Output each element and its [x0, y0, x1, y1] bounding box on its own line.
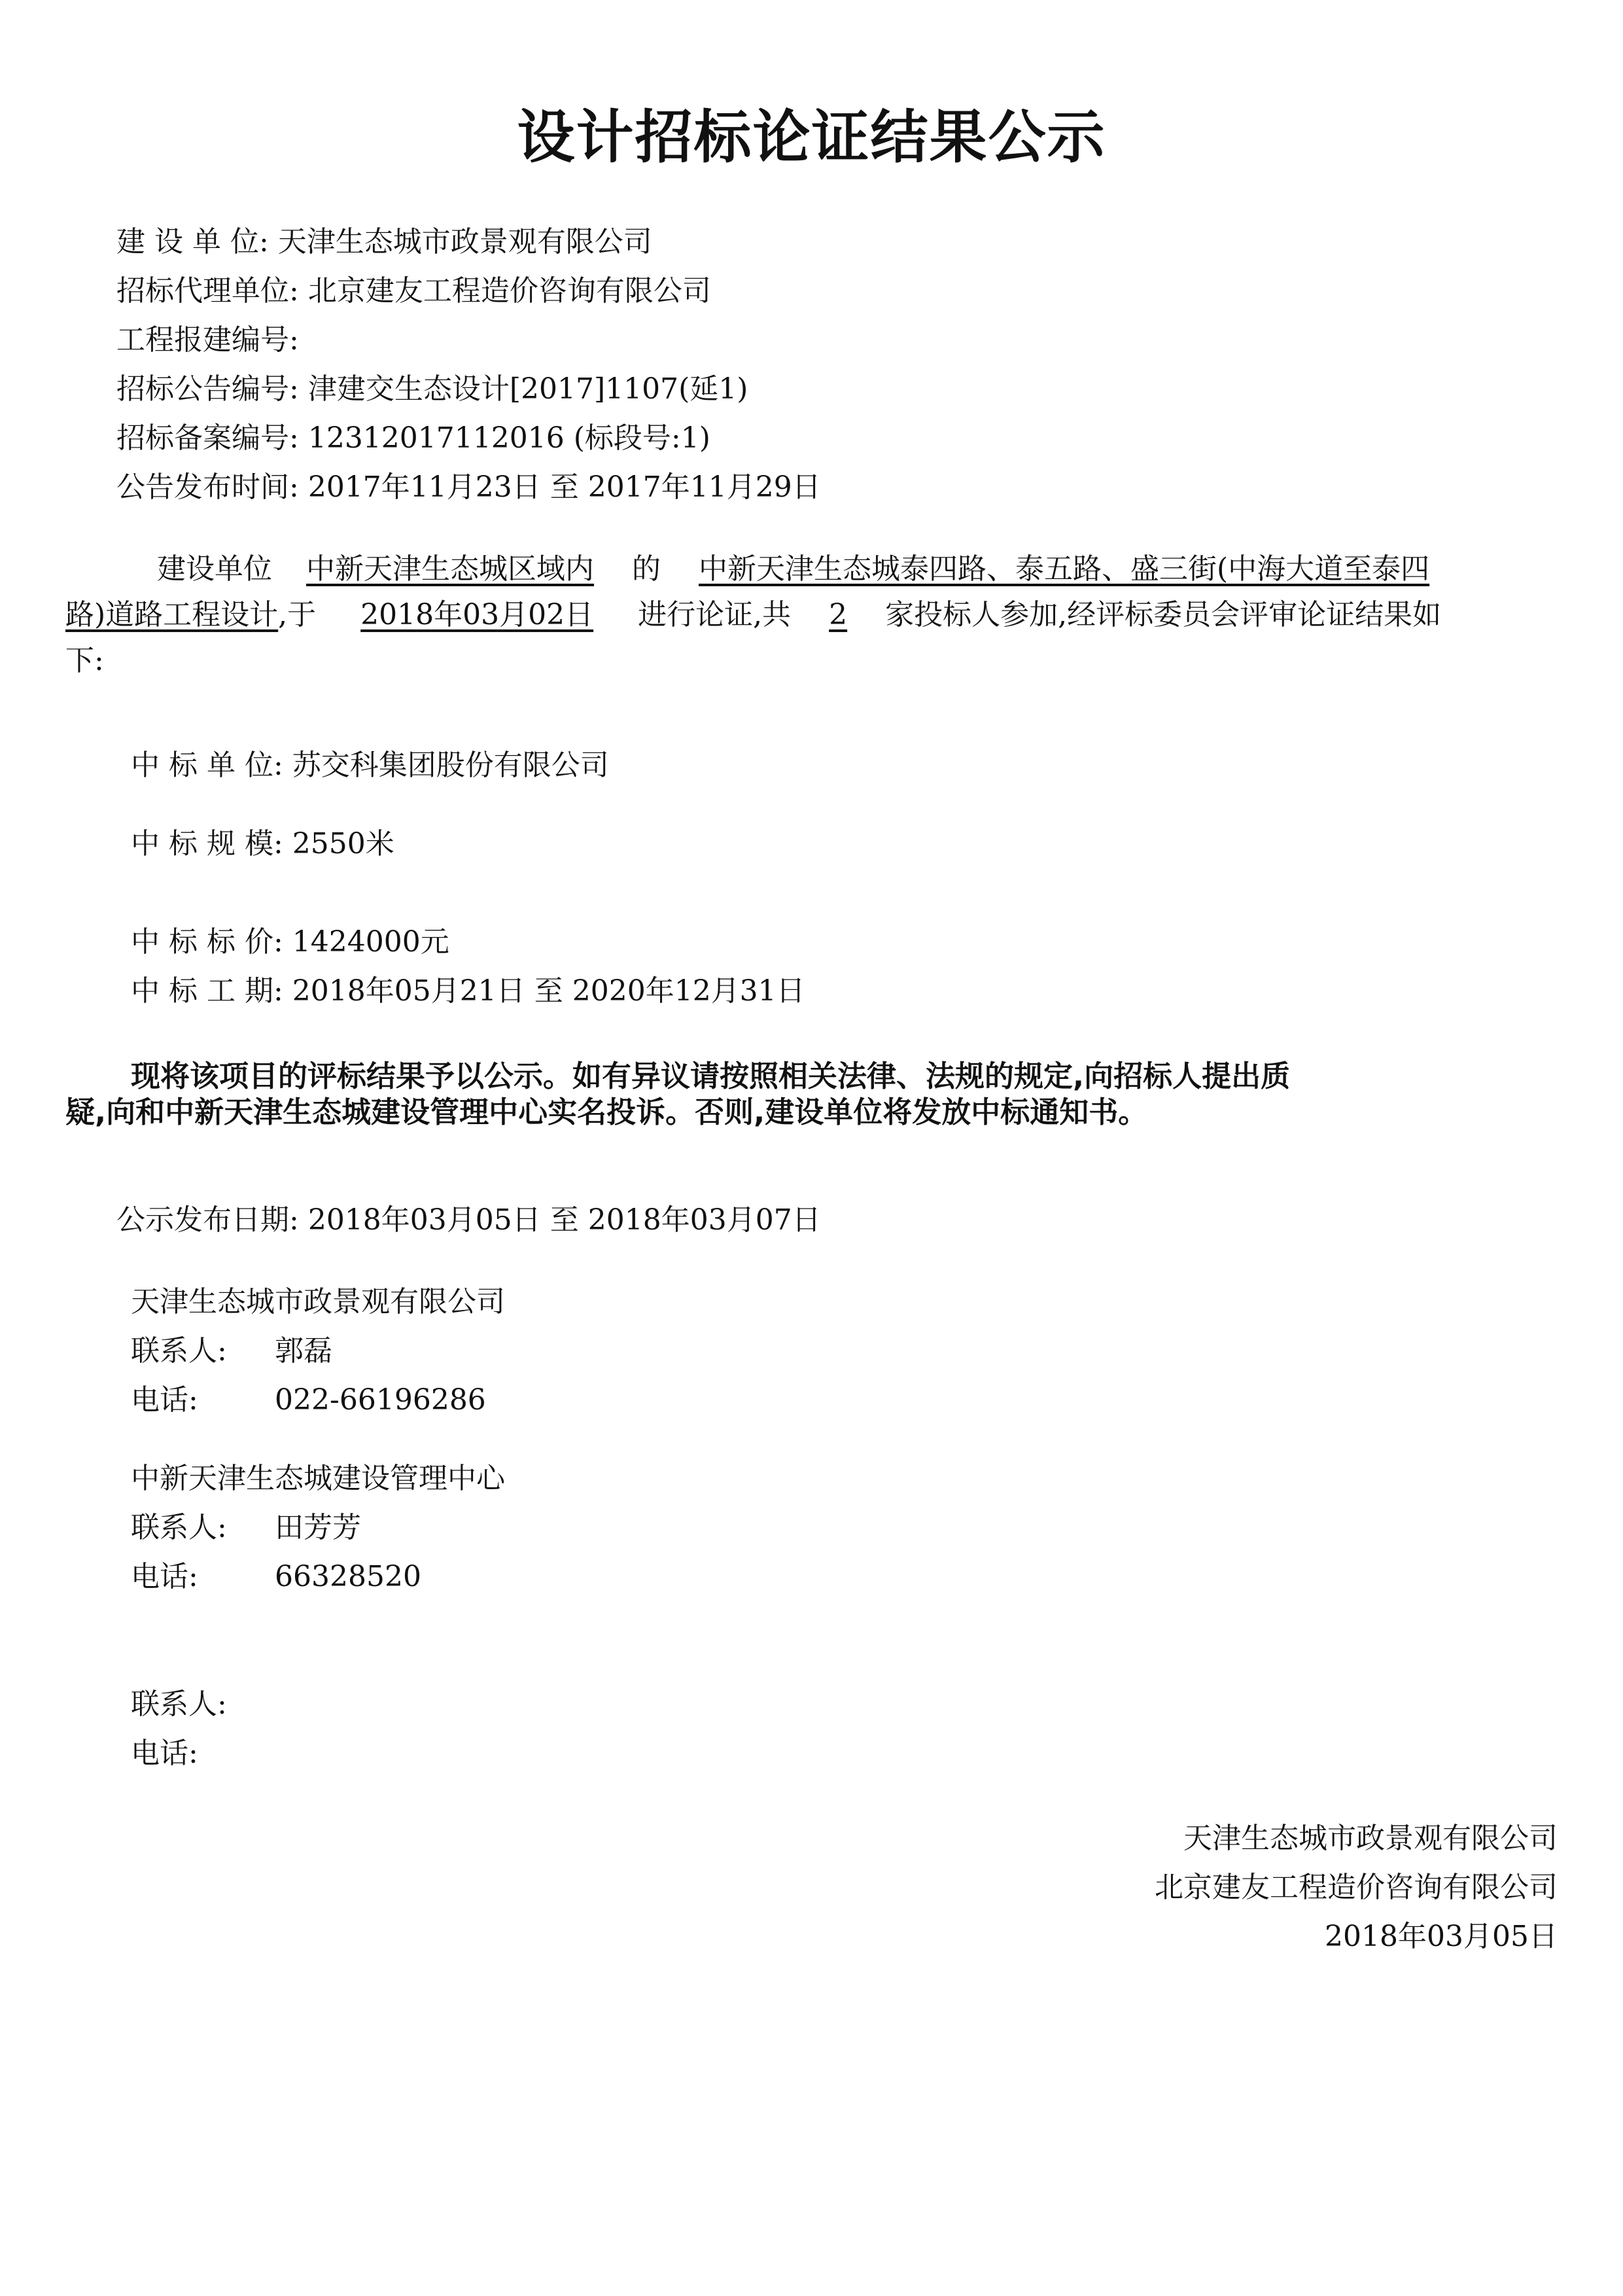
period-label: 中 标 工 期: — [131, 974, 283, 1008]
intro-text-4: 进行论证,共 — [638, 598, 792, 631]
winner-label: 中 标 单 位: — [131, 749, 283, 782]
record-no-label: 招标备案编号: — [116, 421, 299, 455]
intro-text-1: 建设单位 — [157, 552, 272, 586]
intro-project-1: 中新天津生态城泰四路、泰五路、盛三街(中海大道至泰四 — [699, 552, 1430, 586]
period-row — [131, 972, 805, 1011]
intro-text-6: 下: — [65, 644, 104, 677]
signature-date: 2018年03月05日 — [1325, 1920, 1558, 1953]
intro-project-2: 路)道路工程设计 — [65, 598, 279, 631]
contact-2-org: 中新天津生态城建设管理中心 — [131, 1462, 505, 1495]
record-no-row — [116, 419, 710, 458]
builder-label: 建 设 单 位: — [116, 225, 269, 258]
scale-row — [131, 824, 394, 864]
contact-3-phone-label: 电话: — [131, 1737, 198, 1770]
intro-line-2 — [65, 595, 1441, 635]
intro-text-3: ,于 — [278, 598, 317, 631]
winner-value: 苏交科集团股份有限公司 — [292, 749, 609, 782]
intro-text-2: 的 — [632, 552, 661, 586]
intro-line-3 — [65, 641, 104, 680]
intro-line-1 — [157, 550, 1429, 589]
intro-text-5: 家投标人参加,经评标委员会评审论证结果如 — [885, 598, 1442, 631]
contact-3-person-label: 联系人: — [131, 1687, 227, 1721]
intro-date: 2018年03月02日 — [360, 598, 594, 631]
price-row — [131, 923, 449, 962]
agent-label: 招标代理单位: — [116, 274, 299, 308]
signature-org-1: 天津生态城市政景观有限公司 — [1183, 1822, 1558, 1855]
notice-line-1: 现将该项目的评标结果予以公示。如有异议请按照相关法律、法规的规定,向招标人提出质 — [131, 1059, 1291, 1093]
page-title: 设计招标论证结果公示 — [517, 103, 1106, 171]
publish-value: 2018年03月05日 至 2018年03月07日 — [307, 1203, 821, 1237]
signature-org-2: 北京建友工程造价咨询有限公司 — [1155, 1871, 1558, 1904]
builder-value: 天津生态城市政景观有限公司 — [277, 225, 652, 258]
period-value: 2018年05月21日 至 2020年12月31日 — [292, 974, 805, 1008]
scale-value: 2550米 — [292, 827, 394, 860]
intro-unit: 中新天津生态城区域内 — [306, 552, 594, 586]
scale-label: 中 标 规 模: — [131, 827, 283, 860]
contact-1-person: 郭磊 — [275, 1334, 332, 1368]
notice-no-row — [116, 370, 748, 409]
contact-2-person-row — [131, 1508, 361, 1547]
contact-1-phone: 022-66196286 — [275, 1383, 486, 1417]
agent-row — [116, 272, 711, 311]
intro-count: 2 — [829, 598, 848, 631]
contact-3-phone-row — [131, 1734, 198, 1773]
contact-2-phone: 66328520 — [275, 1560, 421, 1593]
record-no-value: 12312017112016 (标段号:1) — [307, 421, 710, 455]
contact-1-person-row — [131, 1332, 332, 1371]
contact-2-phone-row — [131, 1557, 421, 1597]
project-no-row — [116, 321, 299, 360]
contact-2-person: 田芳芳 — [275, 1511, 361, 1544]
notice-no-value: 津建交生态设计[2017]1107(延1) — [307, 372, 748, 406]
contact-2-person-label: 联系人: — [131, 1511, 227, 1544]
contact-2-phone-label: 电话: — [131, 1560, 198, 1593]
price-label: 中 标 标 价: — [131, 925, 283, 959]
notice-time-value: 2017年11月23日 至 2017年11月29日 — [307, 470, 821, 504]
winner-row — [131, 746, 609, 785]
notice-time-row — [116, 468, 821, 507]
notice-no-label: 招标公告编号: — [116, 372, 299, 406]
project-no-label: 工程报建编号: — [116, 323, 299, 357]
contact-3-person-row — [131, 1685, 227, 1724]
builder-row — [116, 222, 652, 262]
price-value: 1424000元 — [292, 925, 449, 959]
contact-1-phone-label: 电话: — [131, 1383, 198, 1417]
contact-1-phone-row — [131, 1381, 486, 1420]
contact-1-org: 天津生态城市政景观有限公司 — [131, 1285, 505, 1318]
notice-time-label: 公告发布时间: — [116, 470, 299, 504]
agent-value: 北京建友工程造价咨询有限公司 — [307, 274, 711, 308]
publish-row — [116, 1201, 821, 1240]
publish-label: 公示发布日期: — [116, 1203, 299, 1237]
notice-line-2: 疑,向和中新天津生态城建设管理中心实名投诉。否则,建设单位将发放中标通知书。 — [65, 1095, 1148, 1129]
contact-1-person-label: 联系人: — [131, 1334, 227, 1368]
